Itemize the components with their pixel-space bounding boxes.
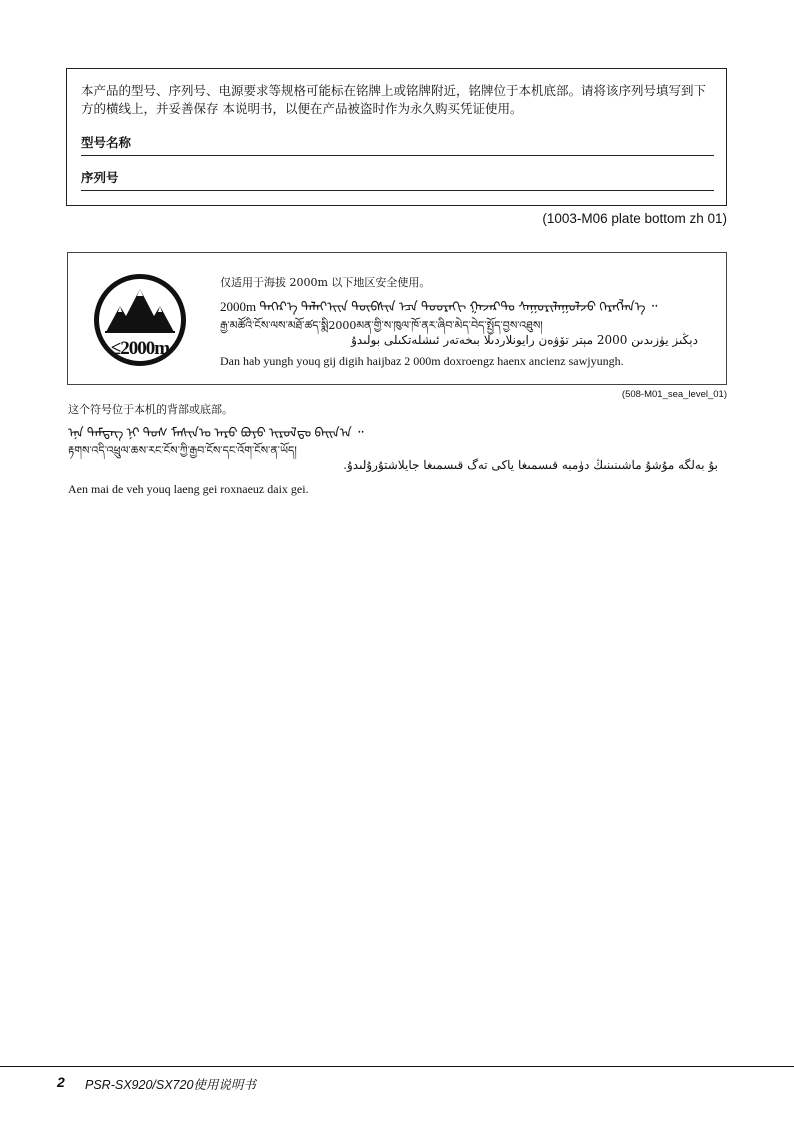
location-note-uyghur: بۇ بەلگە مۇشۇ ماشىنىنىڭ دۈمبە قىسمىغا ياكى تەگ قىسمىغا جايلاشتۇرۇلىدۇ.	[343, 458, 718, 472]
altitude-text-mongolian: 2000m ᠳᠡᠭᠡᠷ᠎ᠡ ᠳᠠᠯᠠᠢ᠎ᠢᠢᠨ ᠲᠦᠪᠰᠢᠨ ᠡᠴᠡ ᠳᠣᠣᠷᠠᠬᠢ ᠭᠠᠵᠠᠷ᠎ᠲᠤ ᠰᠠᠭᠤᠷᠢᠯᠠᠭᠤᠯᠵᠤ ᠬᠡᠷᠡᠭᠯᠡᠨ᠎ᠡ ᠃	[220, 299, 658, 314]
serial-number-label: 序列号	[81, 170, 119, 185]
model-name-line	[81, 155, 714, 156]
page-number: 2	[57, 1074, 65, 1090]
serial-number-line	[81, 190, 714, 191]
altitude-text-chinese: 仅适用于海拔 2000m 以下地区安全使用。	[220, 276, 431, 289]
footer-rule	[0, 1066, 794, 1067]
location-note-tibetan: རྟགས་འདི་འཕྲུལ་ཆས་རང་ངོས་ཀྱི་རྒྱབ་ངོས་དང་འོག་ངོས་ན་ཡོད།	[68, 444, 297, 457]
manual-title: PSR-SX920/SX720使用说明书	[85, 1078, 256, 1092]
location-note-zhuang: Aen mai de veh youq laeng gei roxnaeuz daix gei.	[68, 482, 309, 496]
altitude-text-tibetan: རྒྱ་མཚོའི་ངོས་ལས་མཐོ་ཚད་སྨི2000མན་གྱི་ས་ཁུལ་ཁོ་ནར་ཞིབ་མེད་བེད་སྤྱོད་བྱས་འཐུས།	[220, 319, 543, 332]
location-note-mongolian: ᠡᠨᠡ ᠲᠡᠮᠳᠡᠭ ᠨᠢ ᠲᠤᠰ ᠮᠠᠰᠢᠨ᠎ᠤ ᠠᠷᠤ ᠪᠤᠶᠤ ᠢᠷᠤᠯ᠎ᠳᠤ ᠪᠠᠢᠨ᠎ᠠ ᠃	[68, 425, 364, 440]
altitude-text-uyghur: دېڭىز يۈزىدىن 2000 مېتر تۆۋەن رايونلاردىلا بىخەتەر ئىشلەتكىلى بولىدۇ	[351, 333, 698, 347]
registration-box	[66, 68, 727, 206]
altitude-text-zhuang: Dan hab yungh youq gij digih haijbaz 2 000m doxroengz haenx ancienz sawjyungh.	[220, 354, 624, 368]
altitude-reference-code: (508-M01_sea_level_01)	[621, 389, 727, 400]
model-name-label: 型号名称	[81, 135, 132, 150]
location-note-chinese: 这个符号位于本机的背部或底部。	[68, 403, 233, 416]
altitude-warning-box	[67, 252, 727, 385]
registration-reference-code: (1003-M06 plate bottom zh 01)	[542, 211, 727, 226]
altitude-limit-icon	[92, 272, 188, 368]
registration-paragraph: 本产品的型号、序列号、电源要求等规格可能标在铭牌上或铭牌附近，铭牌位于本机底部。请将该序列号填写到下方的横线上，并妥善保存 本说明书，以便在产品被盗时作为永久购买凭证使用。	[81, 83, 707, 116]
altitude-symbol-text: ≤2000m	[110, 338, 170, 359]
